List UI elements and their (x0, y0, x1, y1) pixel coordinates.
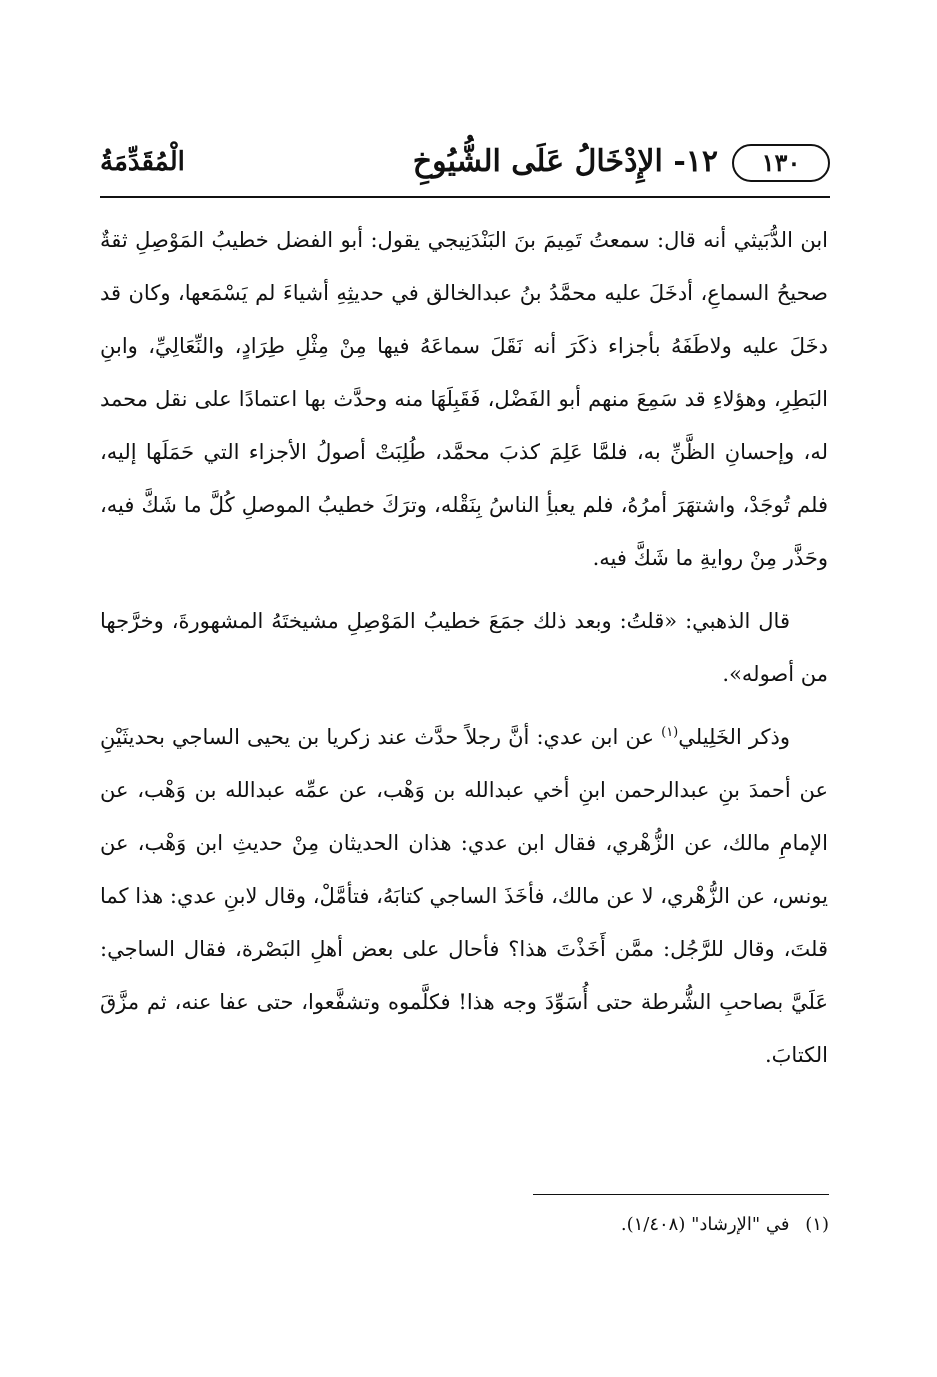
page-header (100, 138, 830, 194)
page-number-badge: ١٣٠ (732, 144, 830, 182)
footnote-divider (533, 1194, 829, 1195)
header-divider (100, 196, 830, 198)
body-text (100, 214, 828, 1092)
paragraph-3-rest: عن ابن عدي: أنَّ رجلاً حدَّث عند زكريا بن يحيى الساجي بحديثَيْنِ عن أحمدَ بنِ عبدالرحمن ابنِ أخي عبدالله بن وَهْب، عن عمِّه عبدالله بن وَهْب، عن الإمامِ مالك، عن الزُّهْري، فقال ابن عدي: هذان الحديثان مِنْ حديثِ ابن وَهْب، عن يونس، عن الزُّهْري، لا عن مالك، فأخَذَ الساجي كتابَهُ، فتأمَّلْ، وقال لابنِ عدي: هذا كما قلتَ، وقال للرَّجُل: ممَّن أَخَذْتَ هذا؟ فأحال على بعض أهلِ البَصْرة، فقال الساجي: عَلَيَّ بصاحبِ الشُّرطة حتى أُسَوِّدَ وجه هذا! فكلَّموه وتشفَّعوا، حتى عفا عنه، ثم مزَّقَ الكتابَ. (100, 725, 828, 1067)
paragraph-3 (100, 711, 828, 1082)
footnote-text: في "الإرشاد" (١/٤٠٨). (620, 1214, 790, 1235)
footnote (109, 1210, 829, 1240)
section-title: الْمُقَدِّمَةُ (100, 147, 185, 177)
paragraph-3-lead: وذكر الخَلِيلي (678, 725, 790, 749)
paragraph-1: ابن الدُّبَيثي أنه قال: سمعتُ تَمِيمَ بنَ البَنْدَنِيجي يقول: أبو الفضل خطيبُ المَوْصِلِ ثقةٌ صحيحُ السماعِ، أدخَلَ عليه محمَّدُ بنُ عبدالخالق في حديثِهِ أشياءَ لم يَسْمَعها، وكان قد دخَلَ عليه ولاطَفَهُ بأجزاء ذكَرَ أنه نَقَلَ سماعَهُ فيها مِنْ مِثْلِ طِرَادٍ، والنِّعَالِيِّ، وابنِ البَطِرِ، وهؤلاءِ قد سَمِعَ منهم أبو الفَضْل، فَقَبِلَهَا منه وحدَّث بها اعتمادًا على نقل محمد له، وإحسانِ الظَّنِّ به، فلمَّا عَلِمَ كذبَ محمَّد، طُلِبَتْ أصولُ الأجزاء التي حَمَلَها إليه، فلم تُوجَدْ، واشتهَرَ أمرُهُ، فلم يعبأِ الناسُ بِنَقْله، وترَكَ خطيبُ الموصلِ كُلَّ ما شَكَّ فيه، وحَذَّر مِنْ روايةِ ما شَكَّ فيه. (100, 228, 829, 570)
footnote-number: (١) (805, 1214, 829, 1235)
footnote-reference[interactable]: (١) (661, 725, 679, 740)
chapter-title: ١٢- الإِدْخَالُ عَلَى الشُّيُوخِ (412, 144, 718, 179)
paragraph-2: قال الذهبي: «قلتُ: وبعد ذلك جمَعَ خطيبُ المَوْصِلِ مشيختَهُ المشهورةَ، وخرَّجها من أصوله». (100, 609, 828, 686)
